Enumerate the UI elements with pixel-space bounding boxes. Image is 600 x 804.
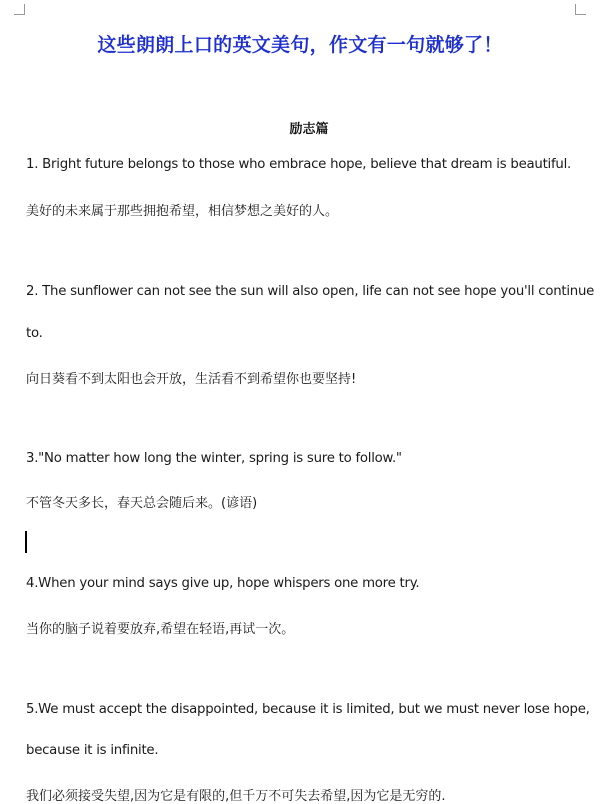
quote-5-english: 5.We must accept the disappointed, because it is limited, but we must never lose hope, <box>26 702 590 717</box>
quote-3-english: 3."No matter how long the winter, spring is sure to follow." <box>26 451 402 466</box>
quote-2-english-continued: to. <box>26 326 43 341</box>
quote-1-chinese: 美好的未来属于那些拥抱希望，相信梦想之美好的人。 <box>26 204 339 219</box>
quote-5-chinese: 我们必须接受失望,因为它是有限的,但千万不可失去希望,因为它是无穷的. <box>26 789 446 804</box>
section-heading: 励志篇 <box>289 122 329 137</box>
page-corner-mark-right <box>575 4 586 15</box>
page-corner-mark-left <box>14 4 25 15</box>
document-title: 这些朗朗上口的英文美句，作文有一句就够了！ <box>97 34 503 56</box>
quote-1-english: 1. Bright future belongs to those who embrace hope, believe that dream is beautiful. <box>26 157 572 172</box>
quote-2-chinese: 向日葵看不到太阳也会开放，生活看不到希望你也要坚持! <box>26 372 357 387</box>
quote-4-chinese: 当你的脑子说着要放弃,希望在轻语,再试一次。 <box>26 622 295 637</box>
quote-4-english: 4.When your mind says give up, hope whispers one more try. <box>26 576 420 591</box>
quote-5-english-continued: because it is infinite. <box>26 743 159 758</box>
text-cursor <box>25 531 27 553</box>
quote-2-english: 2. The sunflower can not see the sun will also open, life can not see hope you'll continue <box>26 284 595 299</box>
quote-3-chinese: 不管冬天多长，春天总会随后来。(谚语) <box>26 496 258 511</box>
